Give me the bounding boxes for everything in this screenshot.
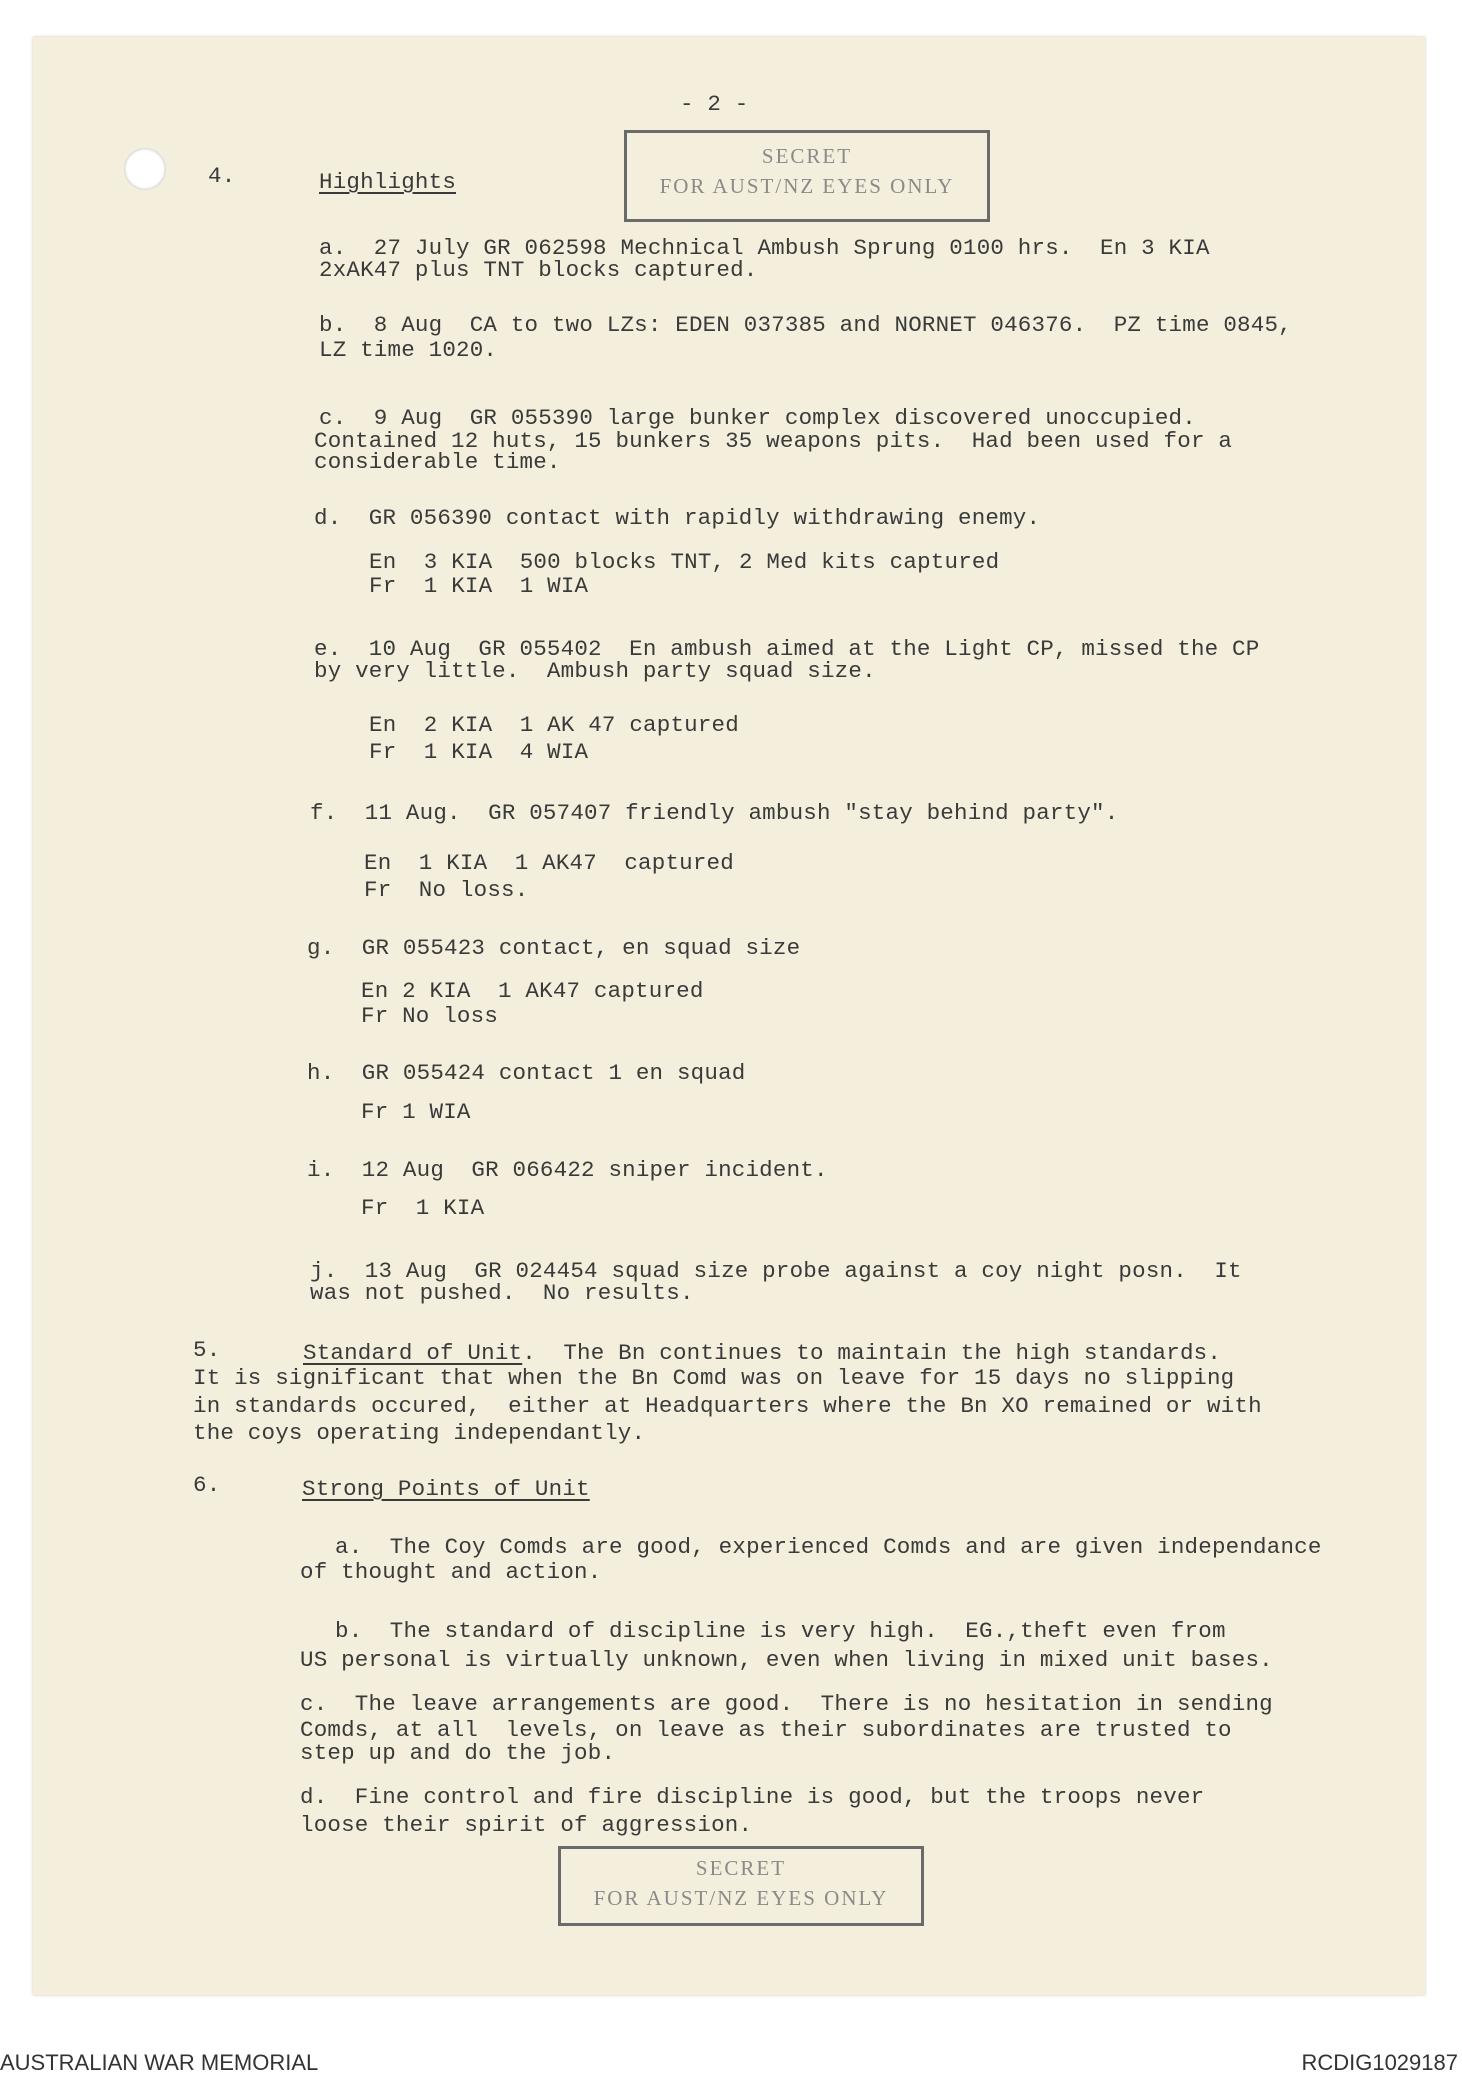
item-line: a. 27 July GR 062598 Mechnical Ambush Sprung 0100 hrs. En 3 KIA <box>319 235 1210 261</box>
item-line: d. Fine control and fire discipline is good, but the troops never <box>300 1784 1205 1810</box>
item-line: h. GR 055424 contact 1 en squad <box>307 1060 746 1086</box>
section-number: 5. <box>193 1337 221 1363</box>
stamp-line: FOR AUST/NZ EYES ONLY <box>659 174 955 198</box>
item-line: a. The Coy Comds are good, experienced Comds and are given independance <box>335 1534 1322 1560</box>
section-number: 6. <box>193 1472 221 1498</box>
stamp-line: FOR AUST/NZ EYES ONLY <box>593 1886 889 1910</box>
section-number: 4. <box>208 163 236 189</box>
stamp-line: SECRET <box>761 144 853 168</box>
item-line: i. 12 Aug GR 066422 sniper incident. <box>307 1157 828 1183</box>
section-title: Strong Points of Unit <box>302 1476 590 1502</box>
item-line: LZ time 1020. <box>319 337 498 363</box>
item-line: En 3 KIA 500 blocks TNT, 2 Med kits captured <box>369 549 1000 575</box>
item-line: by very little. Ambush party squad size. <box>314 658 876 684</box>
item-line: Fr 1 WIA <box>361 1099 471 1125</box>
item-line: Comds, at all levels, on leave as their subordinates are trusted to <box>300 1717 1232 1743</box>
paragraph-line: the coys operating independantly. <box>193 1420 646 1446</box>
item-line: b. The standard of discipline is very high. EG.,theft even from <box>335 1618 1226 1644</box>
item-line: En 2 KIA 1 AK47 captured <box>361 978 704 1004</box>
stamp-line: SECRET <box>695 1856 787 1880</box>
item-line: was not pushed. No results. <box>310 1280 694 1306</box>
item-line: considerable time. <box>314 449 561 475</box>
section-title: Highlights <box>319 169 457 195</box>
item-line: j. 13 Aug GR 024454 squad size probe against a coy night posn. It <box>310 1258 1242 1284</box>
secret-stamp-top <box>624 130 990 222</box>
item-line: US personal is virtually unknown, even when living in mixed unit bases. <box>300 1647 1273 1673</box>
footer-id: RCDIG1029187 <box>1301 2050 1458 2075</box>
section-first-line <box>303 1339 1221 1367</box>
punch-hole <box>124 148 166 190</box>
item-line: En 1 KIA 1 AK47 captured <box>364 850 734 876</box>
item-line: Contained 12 huts, 15 bunkers 35 weapons pits. Had been used for a <box>314 428 1233 454</box>
paragraph-line: in standards occured, either at Headquarters where the Bn XO remained or with <box>193 1393 1262 1419</box>
section-title: Standard of Unit <box>303 1340 523 1366</box>
item-line: En 2 KIA 1 AK 47 captured <box>369 712 739 738</box>
item-line: d. GR 056390 contact with rapidly withdrawing enemy. <box>314 505 1041 531</box>
item-line: step up and do the job. <box>300 1740 616 1766</box>
item-line: Fr 1 KIA <box>361 1195 485 1221</box>
item-line: e. 10 Aug GR 055402 En ambush aimed at the Light CP, missed the CP <box>314 636 1260 662</box>
item-line: c. The leave arrangements are good. There is no hesitation in sending <box>300 1691 1273 1717</box>
item-line: f. 11 Aug. GR 057407 friendly ambush "stay behind party". <box>310 800 1119 826</box>
secret-stamp-bottom <box>558 1846 924 1926</box>
item-line: of thought and action. <box>300 1559 602 1585</box>
paragraph-line: It is significant that when the Bn Comd was on leave for 15 days no slipping <box>193 1365 1235 1391</box>
item-line: Fr No loss. <box>364 877 529 903</box>
item-line: 2xAK47 plus TNT blocks captured. <box>319 257 758 283</box>
item-line: b. 8 Aug CA to two LZs: EDEN 037385 and NORNET 046376. PZ time 0845, <box>319 312 1292 338</box>
item-line: Fr 1 KIA 4 WIA <box>369 739 589 765</box>
section-text: . The Bn continues to maintain the high standards. <box>522 1340 1222 1366</box>
item-line: g. GR 055423 contact, en squad size <box>307 935 801 961</box>
item-line: Fr No loss <box>361 1003 499 1029</box>
item-line: loose their spirit of aggression. <box>300 1812 753 1838</box>
item-line: c. 9 Aug GR 055390 large bunker complex discovered unoccupied. <box>319 405 1196 431</box>
footer-source: AUSTRALIAN WAR MEMORIAL <box>0 2050 319 2075</box>
page-number: - 2 - <box>680 91 749 117</box>
item-line: Fr 1 KIA 1 WIA <box>369 573 589 599</box>
